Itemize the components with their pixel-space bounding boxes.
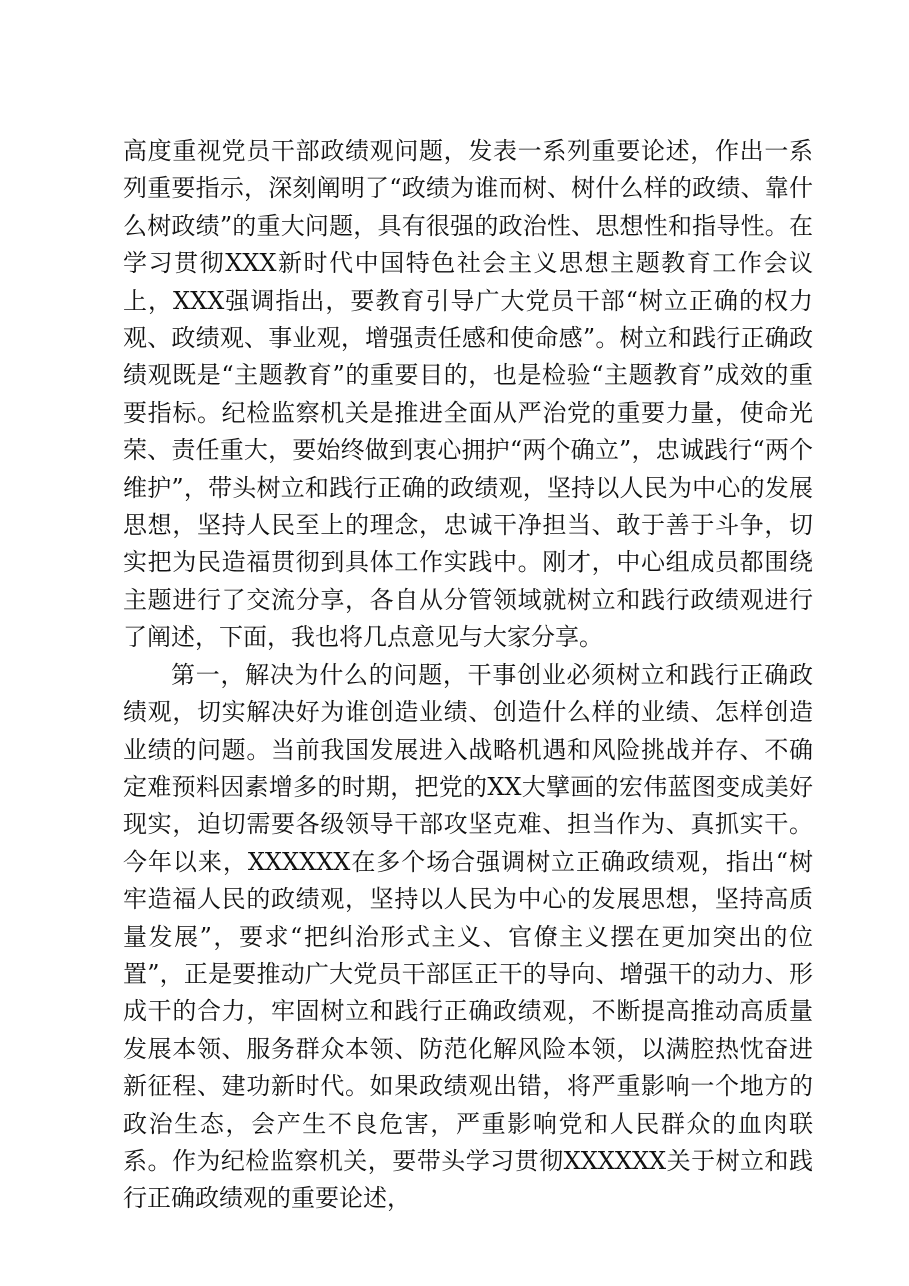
document-body (123, 133, 813, 1218)
paragraph-first-point: 第一，解决为什么的问题，干事创业必须树立和践行正确政绩观，切实解决好为谁创造业绩、创造什么样的业绩、怎样创造业绩的问题。当前我国发展进入战略机遇和风险挑战并存、不确定难预料因素增多的时期，把党的XX大擘画的宏伟蓝图变成美好现实，迫切需要各级领导干部攻坚克难、担当作为、真抓实干。今年以来，XXXXXX在多个场合强调树立正确政绩观，指出“树牢造福人民的政绩观，坚持以人民为中心的发展思想，坚持高质量发展”，要求“把纠治形式主义、官僚主义摆在更加突出的位置”，正是要推动广大党员干部匡正干的导向、增强干的动力、形成干的合力，牢固树立和践行正确政绩观，不断提高推动高质量发展本领、服务群众本领、防范化解风险本领，以满腔热忱奋进新征程、建功新时代。如果政绩观出错，将严重影响一个地方的政治生态，会产生不良危害，严重影响党和人民群众的血肉联系。作为纪检监察机关，要带头学习贯彻XXXXXX关于树立和践行正确政绩观的重要论述， (123, 660, 813, 1213)
paragraph-continuation: 高度重视党员干部政绩观问题，发表一系列重要论述，作出一系列重要指示，深刻阐明了“政绩为谁而树、树什么样的政绩、靠什么树政绩”的重大问题，具有很强的政治性、思想性和指导性。在学习贯彻XXX新时代中国特色社会主义思想主题教育工作会议上，XXX强调指出，要教育引导广大党员干部“树立正确的权力观、政绩观、事业观，增强责任感和使命感”。树立和践行正确政绩观既是“主题教育”的重要目的，也是检验“主题教育”成效的重要指标。纪检监察机关是推进全面从严治党的重要力量，使命光荣、责任重大，要始终做到衷心拥护“两个确立”，忠诚践行“两个维护”，带头树立和践行正确的政绩观，坚持以人民为中心的发展思想，坚持人民至上的理念，忠诚干净担当、敢于善于斗争，切实把为民造福贯彻到具体工作实践中。刚才，中心组成员都围绕主题进行了交流分享，各自从分管领域就树立和践行政绩观进行了阐述，下面，我也将几点意见与大家分享。 (123, 137, 813, 652)
